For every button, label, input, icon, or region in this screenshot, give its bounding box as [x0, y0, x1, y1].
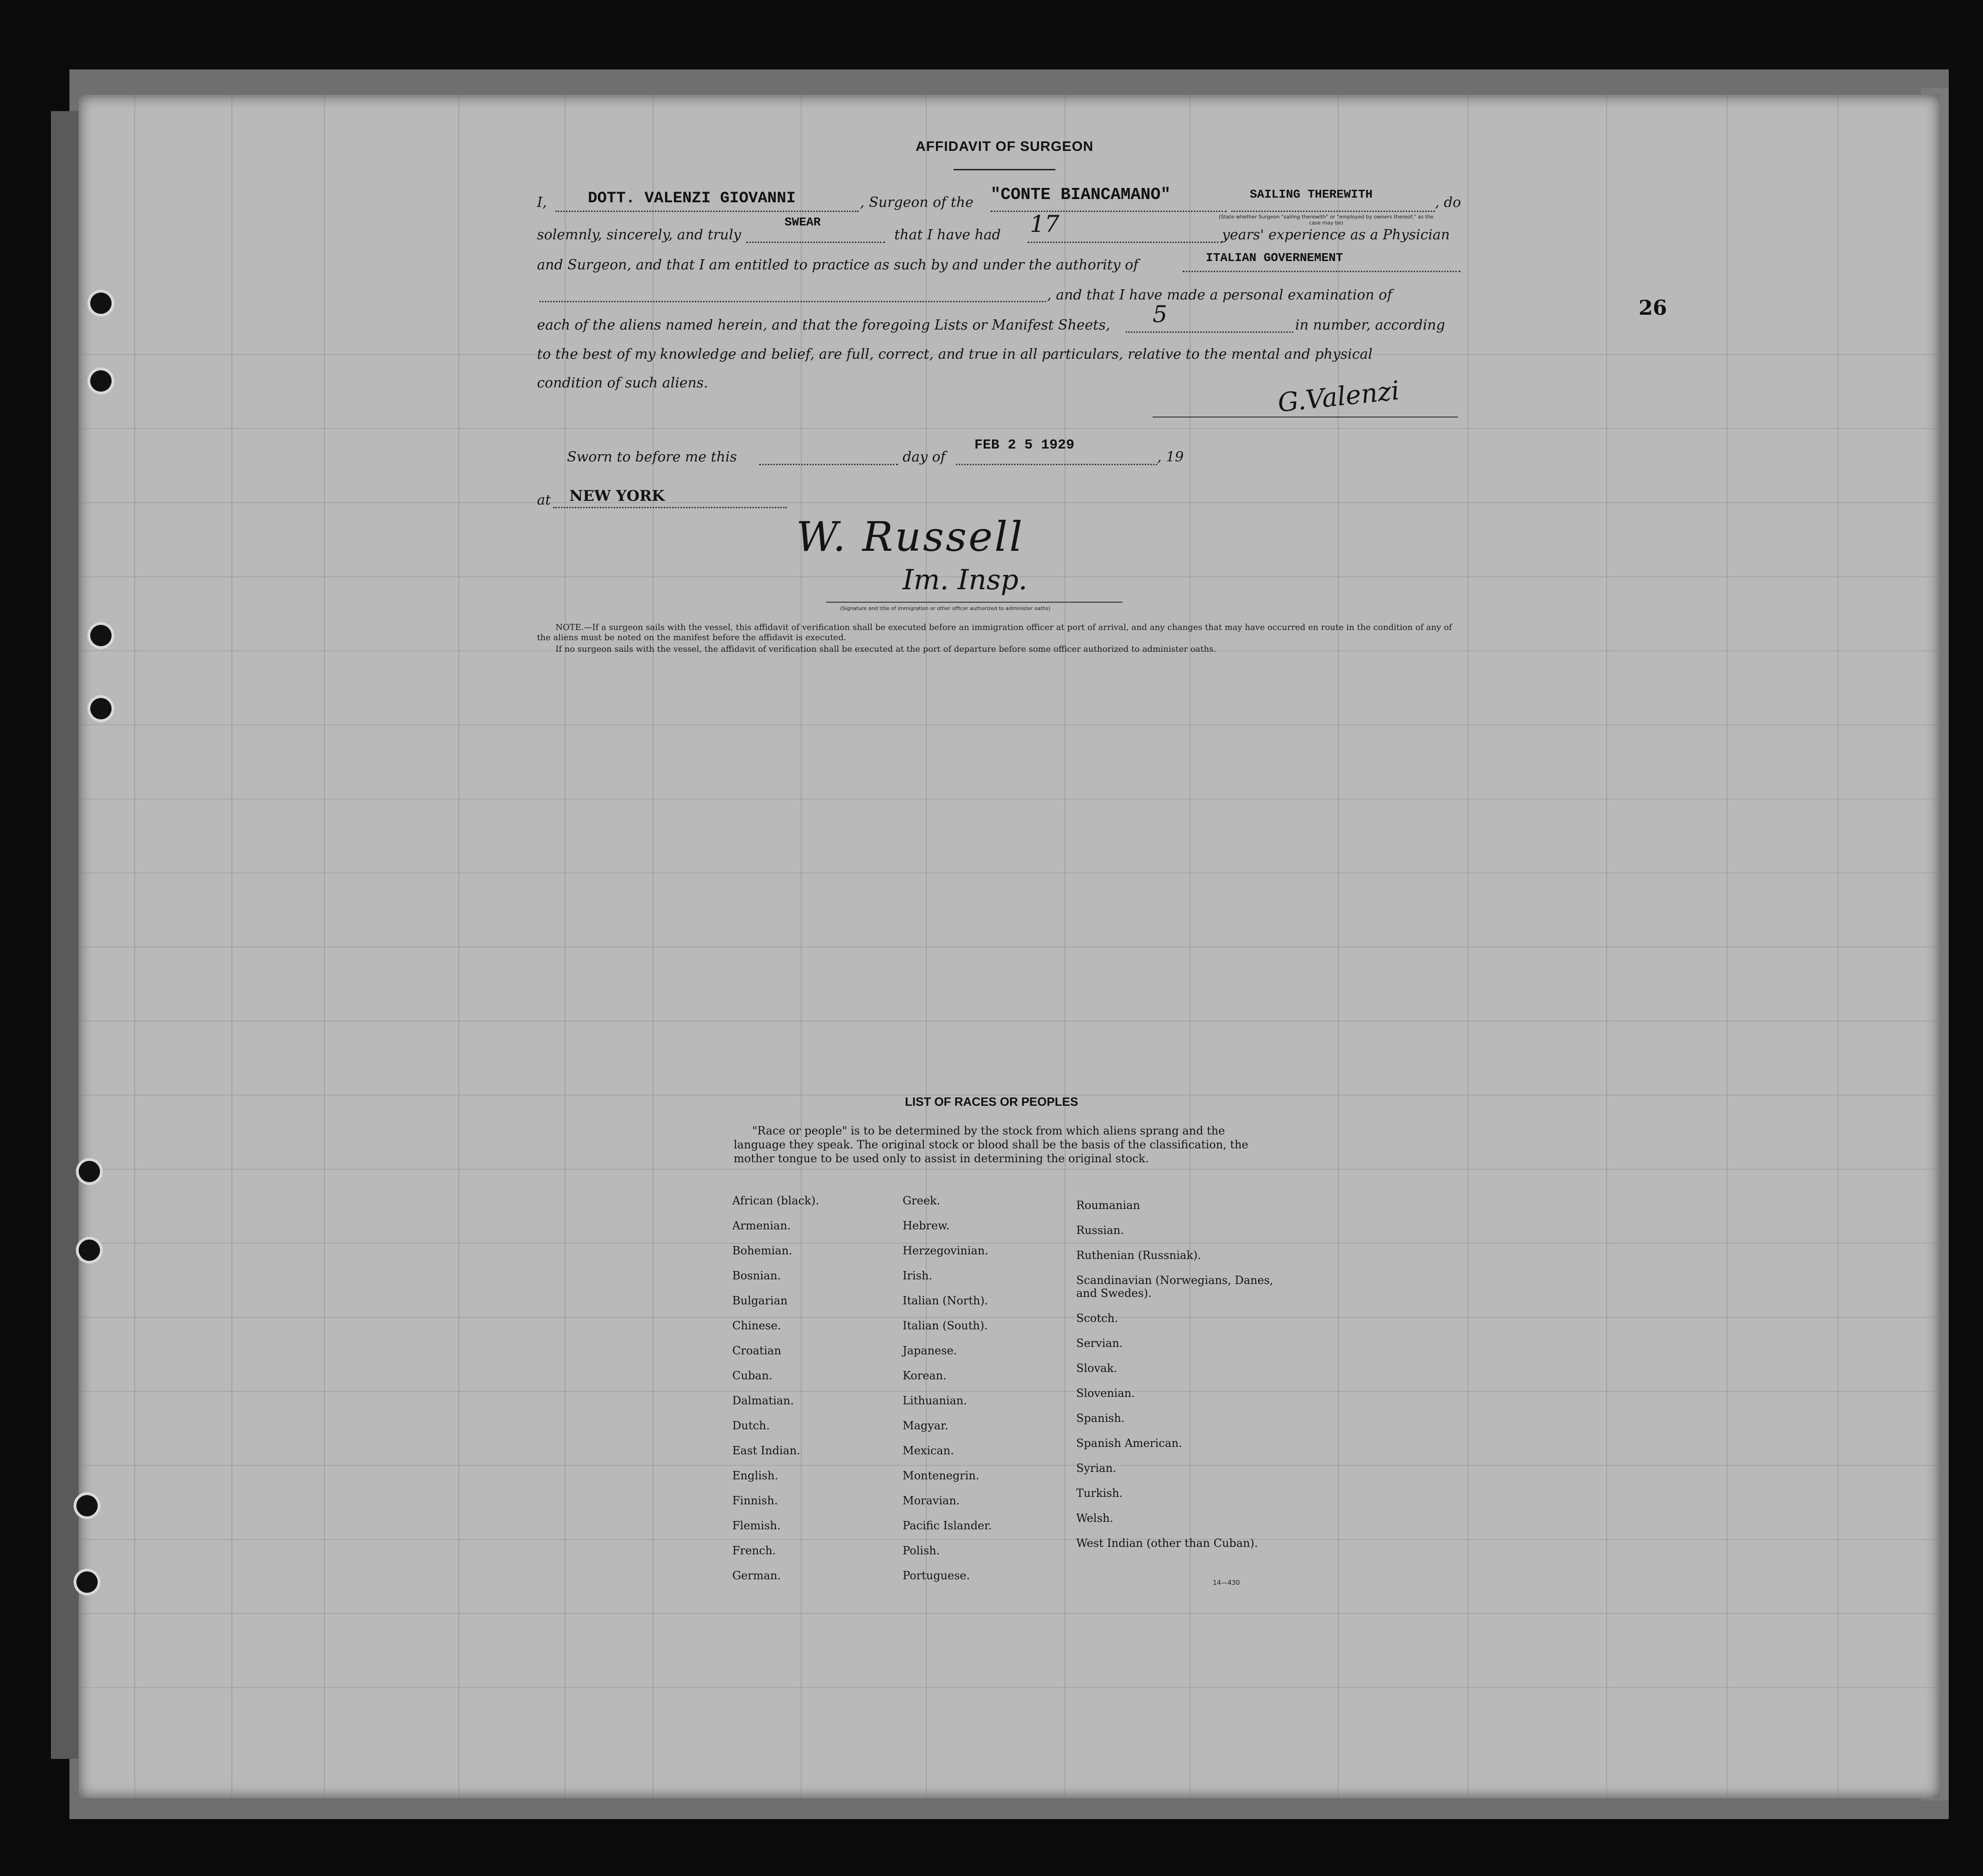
race-item: Russian. [1076, 1224, 1124, 1237]
race-item: Mexican. [903, 1444, 954, 1457]
at-label: at [537, 492, 551, 508]
authority-label: and Surgeon, and that I am entitled to practice as such by and under the authority of [537, 257, 1139, 273]
location-line [553, 507, 787, 508]
race-item: Syrian. [1076, 1462, 1116, 1475]
race-item: Ruthenian (Russniak). [1076, 1249, 1201, 1262]
officer-title: Im. Insp. [903, 564, 1028, 596]
ship-name: "CONTE BIANCAMANO" [991, 185, 1171, 204]
race-item: Portuguese. [903, 1569, 970, 1582]
form-code: 14—430 [1213, 1579, 1240, 1587]
sailing-line [1231, 211, 1435, 212]
race-item: Spanish American. [1076, 1437, 1182, 1450]
surgeon-name-line [555, 211, 859, 212]
oath-type: SWEAR [785, 215, 821, 229]
race-item: Welsh. [1076, 1512, 1113, 1525]
ship-name-line [991, 211, 1227, 212]
surgeon-of-label: , Surgeon of the [860, 194, 973, 211]
punch-hole [79, 1240, 100, 1261]
race-item: East Indian. [732, 1444, 800, 1457]
sheets-line [1126, 331, 1293, 333]
years-value: 17 [1030, 211, 1060, 237]
races-title: LIST OF RACES OR PEOPLES [905, 1095, 1079, 1109]
race-item: Slovenian. [1076, 1387, 1135, 1400]
surgeon-signature-line [1153, 417, 1458, 418]
punch-hole [79, 1161, 100, 1182]
surgeon-signature: G.Valenzi [1276, 375, 1401, 418]
race-item: Turkish. [1076, 1487, 1123, 1500]
sworn-date: FEB 2 5 1929 [974, 437, 1075, 453]
race-item: Croatian [732, 1344, 781, 1357]
i-label: I, [537, 194, 547, 211]
do-label: , do [1435, 194, 1461, 211]
officer-signature-line [826, 602, 1122, 603]
races-column-3 [1076, 1199, 1280, 1575]
race-item: Scandinavian (Norwegians, Danes, and Swedes). [1076, 1274, 1273, 1300]
sailing-status: SAILING THEREWITH [1250, 187, 1373, 201]
officer-signature: W. Russell [796, 513, 1024, 561]
races-column-2 [903, 1194, 992, 1594]
title-rule [954, 169, 1055, 170]
authority-line [1183, 271, 1460, 272]
race-item: Servian. [1076, 1337, 1123, 1350]
race-item: Italian (South). [903, 1319, 988, 1332]
solemnly-label: solemnly, sincerely, and truly [537, 227, 742, 243]
years-label: years' experience as a Physician [1222, 227, 1450, 243]
race-item: Lithuanian. [903, 1394, 967, 1407]
punch-hole [90, 698, 112, 719]
race-item: Armenian. [732, 1219, 791, 1232]
sailing-note: (State whether Surgeon "sailing therewith" or "employed by owners thereof," as the case may be) [1219, 214, 1434, 226]
punch-hole [90, 370, 112, 392]
punch-hole [90, 625, 112, 646]
location: NEW YORK [569, 487, 665, 505]
race-item: Bohemian. [732, 1244, 792, 1257]
race-item: German. [732, 1569, 781, 1582]
oath-line [746, 242, 885, 243]
race-item: Hebrew. [903, 1219, 950, 1232]
had-label: that I have had [894, 227, 1001, 243]
affidavit-title: AFFIDAVIT OF SURGEON [916, 139, 1094, 154]
belief-label: to the best of my knowledge and belief, are full, correct, and true in all particulars, relative to the mental and physical [537, 346, 1373, 362]
race-item: Magyar. [903, 1419, 948, 1432]
punch-hole [76, 1495, 98, 1516]
year-label: , 19 [1157, 449, 1184, 465]
race-item: Chinese. [732, 1319, 781, 1332]
race-item: Finnish. [732, 1494, 778, 1507]
surgeon-name: DOTT. VALENZI GIOVANNI [588, 190, 796, 207]
authority-value: ITALIAN GOVERNEMENT [1206, 251, 1343, 265]
race-item: Italian (North). [903, 1294, 988, 1307]
race-item: Slovak. [1076, 1362, 1117, 1375]
race-item: Korean. [903, 1369, 947, 1382]
officer-caption: (Signature and title of immigration or other officer authorized to administer oaths) [840, 605, 1051, 611]
race-item: Cuban. [732, 1369, 773, 1382]
note-1: NOTE.—If a surgeon sails with the vessel, this affidavit of verification shall be executed before an immigration officer at port of arrival, and any changes that may have occurred en route in the condition of any of the aliens must be noted on the manifest before the affidavit is executed. [537, 623, 1452, 642]
race-item: Herzegovinian. [903, 1244, 989, 1257]
race-item: Spanish. [1076, 1412, 1125, 1425]
number-label: in number, according [1295, 317, 1445, 333]
punch-hole [76, 1571, 98, 1593]
examination-label: , and that I have made a personal examination of [1047, 287, 1392, 303]
race-item: English. [732, 1469, 779, 1482]
sworn-day-line [759, 464, 898, 465]
sheets-label: each of the aliens named herein, and that the foregoing Lists or Manifest Sheets, [537, 317, 1110, 333]
race-item: Greek. [903, 1194, 941, 1207]
day-of-label: day of [903, 449, 946, 465]
race-item: Japanese. [903, 1344, 957, 1357]
race-item: Flemish. [732, 1519, 781, 1532]
race-item: Montenegrin. [903, 1469, 979, 1482]
race-item: Irish. [903, 1269, 933, 1282]
punch-hole [90, 293, 112, 314]
race-item: French. [732, 1544, 776, 1557]
sworn-date-line [956, 464, 1157, 465]
races-intro: "Race or people" is to be determined by the stock from which aliens sprang and the language they speak. The original stock or blood shall be the basis of the classification, the mother tongue to be used only to assist in determining the original stock. [734, 1124, 1248, 1165]
authority-continued-line [539, 301, 1046, 302]
race-item: Roumanian [1076, 1199, 1140, 1212]
condition-label: condition of such aliens. [537, 375, 708, 391]
sworn-label: Sworn to before me this [567, 449, 737, 465]
race-item: Moravian. [903, 1494, 960, 1507]
races-column-1 [732, 1194, 819, 1594]
race-item: Bosnian. [732, 1269, 781, 1282]
note-2: If no surgeon sails with the vessel, the affidavit of verification shall be executed at the port of departure before some officer authorized to administer oaths. [555, 644, 1216, 654]
race-item: Dutch. [732, 1419, 770, 1432]
race-item: Pacific Islander. [903, 1519, 992, 1532]
race-item: West Indian (other than Cuban). [1076, 1537, 1258, 1550]
years-line [1028, 242, 1222, 243]
race-item: Dalmatian. [732, 1394, 794, 1407]
page-number: 26 [1639, 296, 1667, 320]
sheets-value: 5 [1153, 301, 1167, 328]
race-item: Scotch. [1076, 1312, 1118, 1325]
race-item: Bulgarian [732, 1294, 788, 1307]
race-item: African (black). [732, 1194, 819, 1207]
race-item: Polish. [903, 1544, 940, 1557]
